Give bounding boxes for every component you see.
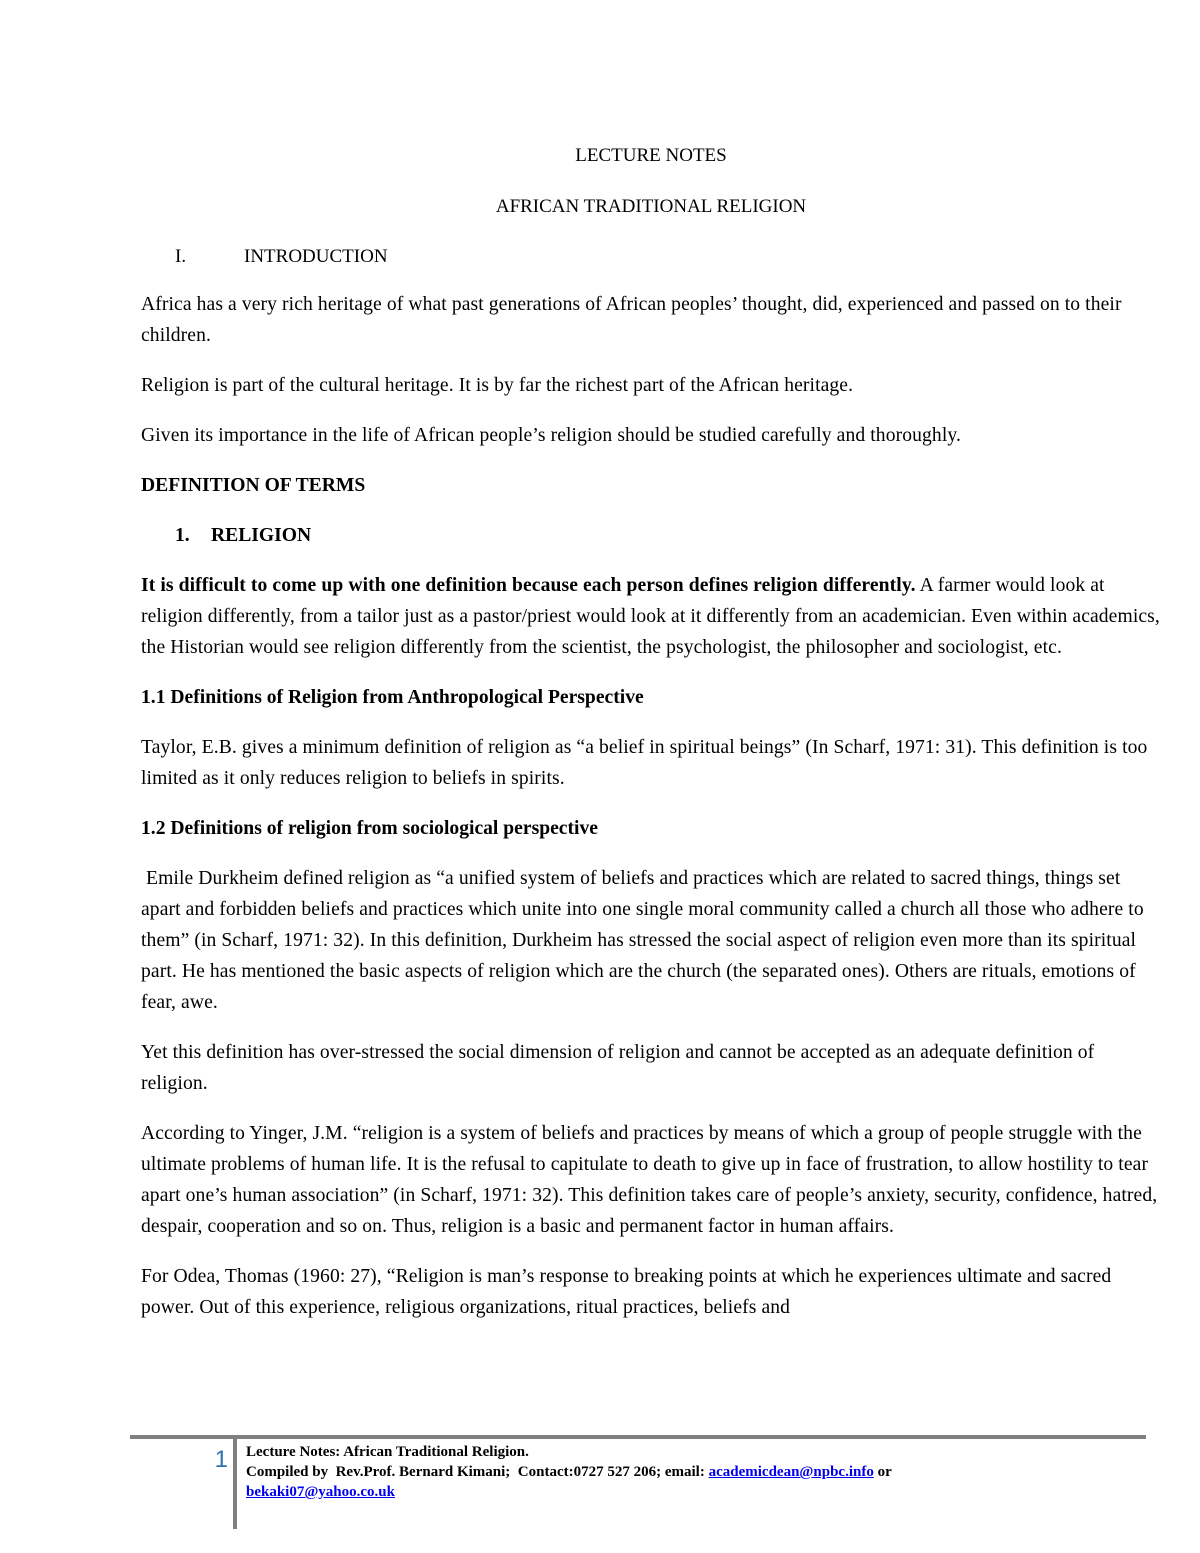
definition-heading: DEFINITION OF TERMS xyxy=(141,475,366,496)
sociological-paragraph: For Odea, Thomas (1960: 27), “Religion is man’s response to breaking points at which he experiences ultimate and sacred power. Out of this experience, religious organizations, ritual practices, beliefs and xyxy=(141,1266,1112,1318)
email-link-bekaki[interactable]: bekaki07@yahoo.co.uk xyxy=(246,1484,395,1500)
intro-paragraph: Given its importance in the life of African people’s religion should be studied carefully and thoroughly. xyxy=(141,425,961,446)
section-label: INTRODUCTION xyxy=(244,246,388,267)
footer-line-3 xyxy=(246,1482,1126,1502)
footer-text xyxy=(246,1442,1126,1502)
footer-line-2 xyxy=(246,1462,1126,1482)
religion-paragraph-text: A farmer would look at religion differently, from a tailor just as a pastor/priest would look at it differently from an academician. Even within academics, the Historian would see religion differently from the scientist, the psychologist, the philosopher and sociologist, etc. xyxy=(141,575,1160,658)
footer-or: or xyxy=(873,1464,892,1480)
sociological-paragraph: Yet this definition has over-stressed the social dimension of religion and cannot be accepted as an adequate definition of religion. xyxy=(141,1042,1095,1094)
religion-heading-number: 1. xyxy=(175,525,190,546)
subsection-heading-sociological: 1.2 Definitions of religion from sociological perspective xyxy=(141,818,598,839)
intro-paragraph: Religion is part of the cultural heritage. It is by far the richest part of the African heritage. xyxy=(141,375,854,396)
page-content xyxy=(141,140,1161,1342)
email-link-academicdean[interactable]: academicdean@npbc.info xyxy=(708,1464,874,1480)
religion-paragraph xyxy=(141,570,1161,663)
document-title: LECTURE NOTES xyxy=(575,145,727,166)
sociological-paragraph: Emile Durkheim defined religion as “a unified system of beliefs and practices which are related to sacred things, things set apart and forbidden beliefs and practices which unite into one single moral community called a church all those who adhere to them” (in Scharf, 1971: 32). In this definition, Durkheim has stressed the social aspect of religion even more than its spiritual part. He has mentioned the basic aspects of religion which are the church (the separated ones). Others are rituals, emotions of fear, awe. xyxy=(141,868,1149,1013)
page-number: 1 xyxy=(214,1446,228,1473)
footer-rule-vertical xyxy=(233,1437,237,1529)
footer-rule-horizontal xyxy=(130,1435,1146,1439)
religion-heading-label: RELIGION xyxy=(211,525,312,546)
sociological-paragraph: According to Yinger, J.M. “religion is a system of beliefs and practices by means of which a group of people struggle with the ultimate problems of human life. It is the refusal to capitulate to death to give up in face of frustration, to allow hostility to tear apart one’s human association” (in Scharf, 1971: 32). This definition takes care of people’s anxiety, security, confidence, hatred, despair, cooperation and so on. Thus, religion is a basic and permanent factor in human affairs. xyxy=(141,1123,1158,1237)
intro-paragraph: Africa has a very rich heritage of what past generations of African peoples’ thought, did, experienced and passed on to their children. xyxy=(141,294,1122,346)
section-heading-introduction xyxy=(141,241,1161,273)
footer-compiled-by: Compiled by Rev.Prof. Bernard Kimani; Contact:0727 527 206; email: xyxy=(246,1464,709,1480)
subsection-heading-anthropological: 1.1 Definitions of Religion from Anthropological Perspective xyxy=(141,687,644,708)
religion-paragraph-bold: It is difficult to come up with one definition because each person defines religion differently. xyxy=(141,575,916,596)
religion-heading xyxy=(141,520,1161,551)
section-number: I. xyxy=(175,246,187,267)
footer-line-1: Lecture Notes: African Traditional Religion. xyxy=(246,1444,529,1460)
document-subtitle: AFRICAN TRADITIONAL RELIGION xyxy=(495,196,807,217)
anthropological-paragraph: Taylor, E.B. gives a minimum definition of religion as “a belief in spiritual beings” (In Scharf, 1971: 31). This definition is too limited as it only reduces religion to beliefs in spirits. xyxy=(141,737,1148,789)
